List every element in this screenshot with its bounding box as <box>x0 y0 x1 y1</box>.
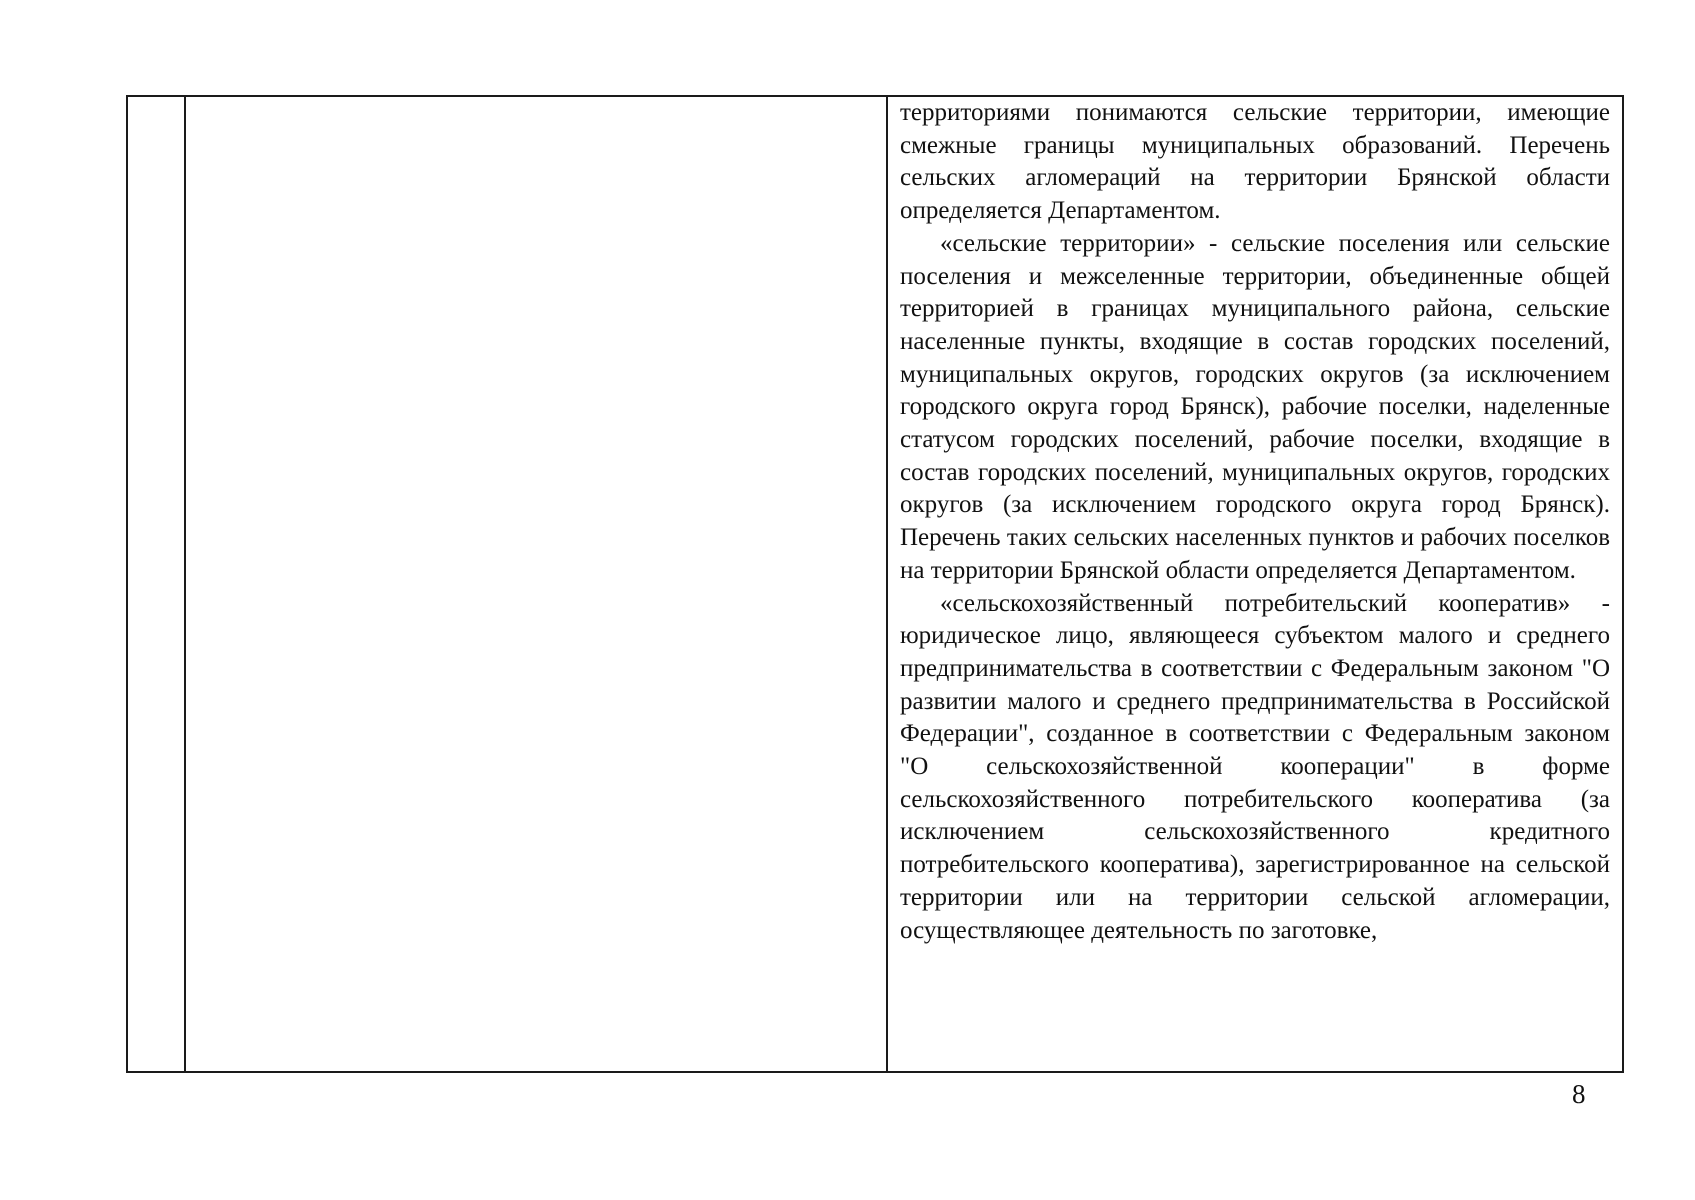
paragraph-rural-territories-definition: «сельские территории» - сельские поселения или сельские поселения и межселенные территории, объединенные общей территорией в границах муниципального района, сельские населенные пункты, входящие в состав городских поселений, муниципальных округов, городских округов (за исключением городского округа город Брянск), рабочие поселки, наделенные статусом городских поселений, рабочие поселки, входящие в состав городских поселений, муниципальных округов, городских округов (за исключением городского округа город Брянск). Перечень таких сельских населенных пунктов и рабочих поселков на территории Брянской области определяется Департаментом. <box>900 229 1610 584</box>
paragraph-agglomeration-definition: территориями понимаются сельские территории, имеющие смежные границы муниципальных образований. Перечень сельских агломераций на территории Брянской области определяется Департаментом. <box>900 99 1610 225</box>
table-column-divider <box>184 97 186 1071</box>
table-column-divider <box>886 97 888 1071</box>
document-table <box>126 95 1624 1073</box>
page-number: 8 <box>1572 1079 1586 1109</box>
paragraph-cooperative-definition: «сельскохозяйственный потребительский кооператив» - юридическое лицо, являющееся субъектом малого и среднего предпринимательства в соответствии с Федеральным законом "О развитии малого и среднего предпринимательства в Российской Федерации", созданное в соответствии с Федеральным законом "О сельскохозяйственной кооперации" в форме сельскохозяйственного потребительского кооператива (за исключением сельскохозяйственного кредитного потребительского кооператива), зарегистрированное на сельской территории или на территории сельской агломерации, осуществляющее деятельность по заготовке, <box>900 589 1610 944</box>
table-text-cell <box>894 97 1618 1071</box>
